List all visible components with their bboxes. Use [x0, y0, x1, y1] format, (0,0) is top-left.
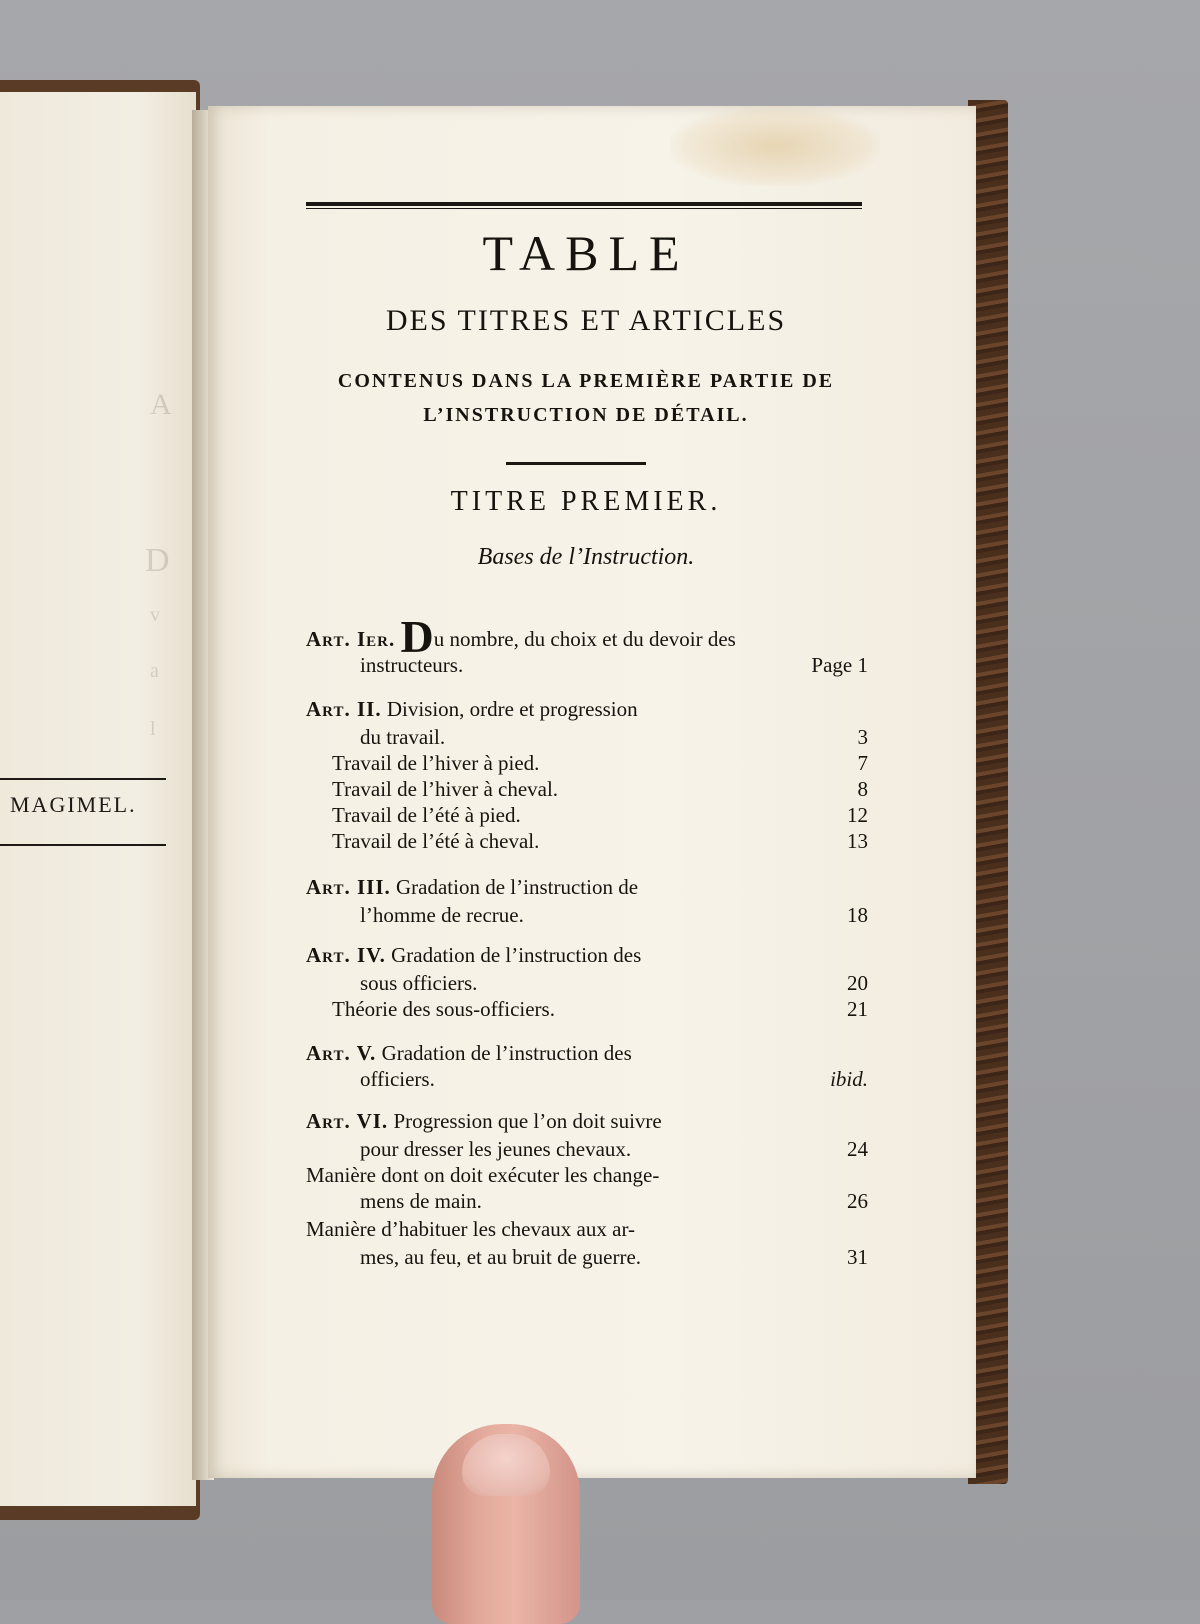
toc-entry-art-2-cont [306, 724, 868, 750]
toc-entry-label: Art. VI. [306, 1109, 389, 1133]
toc-page-number: 13 [847, 829, 868, 853]
toc-page-number: 3 [857, 725, 868, 749]
page-stain [670, 106, 880, 186]
top-double-rule [306, 202, 862, 206]
toc-page-number: 31 [847, 1245, 868, 1269]
toc-entry-text: sous officiers. [360, 971, 478, 995]
toc-entry-art-1-cont [306, 652, 868, 678]
left-page-rule-top [0, 778, 166, 780]
toc-entry-maniere-2-cont [306, 1244, 868, 1270]
toc-entry-text: u nombre, du choix et du devoir des [433, 627, 736, 651]
toc-subentry [306, 750, 868, 776]
toc-entry-art-3 [306, 874, 868, 900]
toc-entry-text: mes, au feu, et au bruit de guerre. [360, 1245, 642, 1269]
toc-page-number: 12 [847, 803, 868, 827]
page-title: TABLE [482, 225, 690, 281]
toc-entry-text: Manière dont on doit exécuter les change- [306, 1163, 660, 1187]
page-subtitle: DES TITRES ET ARTICLES [385, 304, 787, 337]
toc-entry-text: Gradation de l’instruction des [391, 943, 642, 967]
toc-entry-text: Théorie des sous-officiers. [332, 997, 555, 1021]
toc-entry-label: Art. V. [306, 1041, 377, 1065]
toc-entry-maniere-1-cont [306, 1188, 868, 1214]
top-thin-rule [306, 208, 862, 209]
toc-entry-art-5 [306, 1040, 868, 1066]
toc-entry-text: Manière d’habituer les chevaux aux ar- [306, 1217, 636, 1241]
toc-subentry [306, 776, 868, 802]
section-subtitle: Bases de l’Instruction. [477, 544, 695, 570]
fingernail [462, 1434, 550, 1496]
toc-page-number: 24 [847, 1137, 868, 1161]
toc-entry-art-2 [306, 696, 868, 722]
toc-entry-text: Travail de l’hiver à cheval. [332, 777, 559, 801]
toc-entry-text: Progression que l’on doit suivre [393, 1109, 662, 1133]
toc-entry-art-3-cont [306, 902, 868, 928]
toc-entry-maniere-1 [306, 1162, 868, 1188]
toc-subentry [306, 996, 868, 1022]
toc-page-number: 20 [847, 971, 868, 995]
subtitle-line-1: CONTENUS DANS LA PREMIÈRE PARTIE DE [337, 370, 835, 392]
toc-entry-text: l’homme de recrue. [360, 903, 524, 927]
toc-subentry [306, 828, 868, 854]
toc-entry-text: instructeurs. [360, 653, 464, 677]
toc-entry-maniere-2 [306, 1216, 868, 1242]
left-page: A D v a l MAGIMEL. [0, 92, 196, 1506]
toc-page-number: 8 [857, 777, 868, 801]
toc-page-number: 7 [857, 751, 868, 775]
toc-entry-text: du travail. [360, 725, 446, 749]
toc-entry-label: Art. II. [306, 697, 382, 721]
toc-entry-text: pour dresser les jeunes chevaux. [360, 1137, 632, 1161]
toc-page-number: 26 [847, 1189, 868, 1213]
toc-entry-art-5-cont [306, 1066, 868, 1092]
toc-entry-text: Travail de l’été à cheval. [332, 829, 540, 853]
toc-entry-text: mens de main. [360, 1189, 482, 1213]
toc-entry-text: Travail de l’hiver à pied. [332, 751, 540, 775]
subtitle-line-2: L’INSTRUCTION DE DÉTAIL. [423, 404, 749, 426]
toc-entry-label: Art. IV. [306, 943, 386, 967]
toc-subentry [306, 802, 868, 828]
toc-page-number: 18 [847, 903, 868, 927]
toc-entry-text: Division, ordre et progression [386, 697, 638, 721]
toc-entry-art-1 [306, 611, 868, 662]
section-title: TITRE PREMIER. [450, 486, 722, 517]
left-page-rule-bottom [0, 844, 166, 846]
right-page [208, 106, 976, 1478]
toc-entry-text: Gradation de l’instruction de [396, 875, 639, 899]
left-page-word: MAGIMEL. [10, 792, 137, 817]
toc-entry-text: Travail de l’été à pied. [332, 803, 521, 827]
toc-entry-art-6 [306, 1108, 868, 1134]
toc-page-number: ibid. [830, 1067, 868, 1091]
toc-entry-label: Art. III. [306, 875, 391, 899]
toc-entry-text: Gradation de l’instruction des [381, 1041, 632, 1065]
toc-page-number: 21 [847, 997, 868, 1021]
toc-entry-label: Art. Ier. [306, 627, 396, 651]
drop-cap: D [400, 611, 434, 662]
toc-entry-art-4-cont [306, 970, 868, 996]
section-rule [506, 462, 646, 465]
toc-entry-art-4 [306, 942, 868, 968]
toc-entry-text: officiers. [360, 1067, 435, 1091]
toc-entry-art-6-cont [306, 1136, 868, 1162]
toc-page-number: Page 1 [811, 653, 868, 677]
